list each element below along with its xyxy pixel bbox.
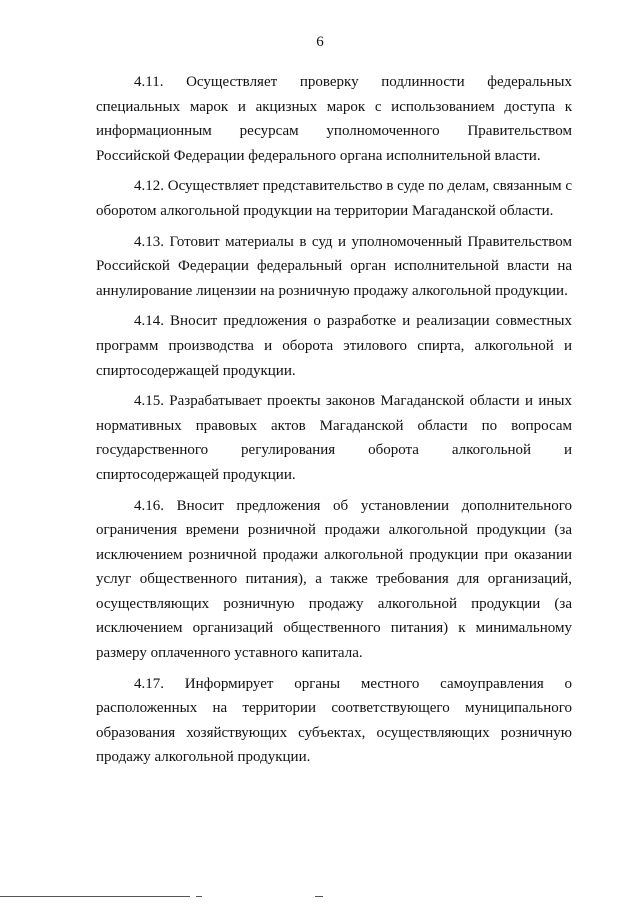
paragraph-4-17: 4.17. Информирует органы местного самоуправления о расположенных на территории соответствующего муниципального образования хозяйствующих субъектах, осуществляющих розничную продажу алкогольной продукции. [96, 675, 572, 766]
footer-rule [0, 896, 640, 898]
paragraph-4-14: 4.14. Вносит предложения о разработке и реализации совместных программ производства и оборота этилового спирта, алкогольной и спиртосодержащей продукции. [96, 313, 572, 379]
paragraph-4-11: 4.11. Осуществляет проверку подлинности федеральных специальных марок и акцизных марок с использованием доступа к информационным ресурсам уполномоченного Правительством Российской Федерации федерального органа исполнительной власти. [96, 74, 572, 164]
footer-rule-segment [315, 896, 323, 897]
paragraph-4-16: 4.16. Вносит предложения об установлении дополнительного ограничения времени розничной продажи алкогольной продукции (за исключением розничной продажи алкогольной продукции при оказании услуг общественного питания), а также требования для организаций, осуществляющих розничную продажу алкогольной продукции (за исключением организаций общественного питания) к минимальному размеру оплаченного уставного капитала. [96, 497, 572, 662]
footer-rule-segment [0, 896, 190, 897]
document-body [96, 70, 572, 770]
paragraph-4-12: 4.12. Осуществляет представительство в суде по делам, связанным с оборотом алкогольной продукции на территории Магаданской области. [96, 178, 572, 219]
paragraph-4-15: 4.15. Разрабатывает проекты законов Магаданской области и иных нормативных правовых актов Магаданской области по вопросам государственного регулирования оборота алкогольной и спиртосодержащей продукции. [96, 393, 572, 483]
page-number: 6 [316, 34, 324, 50]
footer-rule-segment [196, 896, 202, 897]
paragraph-4-13: 4.13. Готовит материалы в суд и уполномоченный Правительством Российской Федерации федеральный орган исполнительной власти на аннулирование лицензии на розничную продажу алкогольной продукции. [96, 233, 572, 299]
